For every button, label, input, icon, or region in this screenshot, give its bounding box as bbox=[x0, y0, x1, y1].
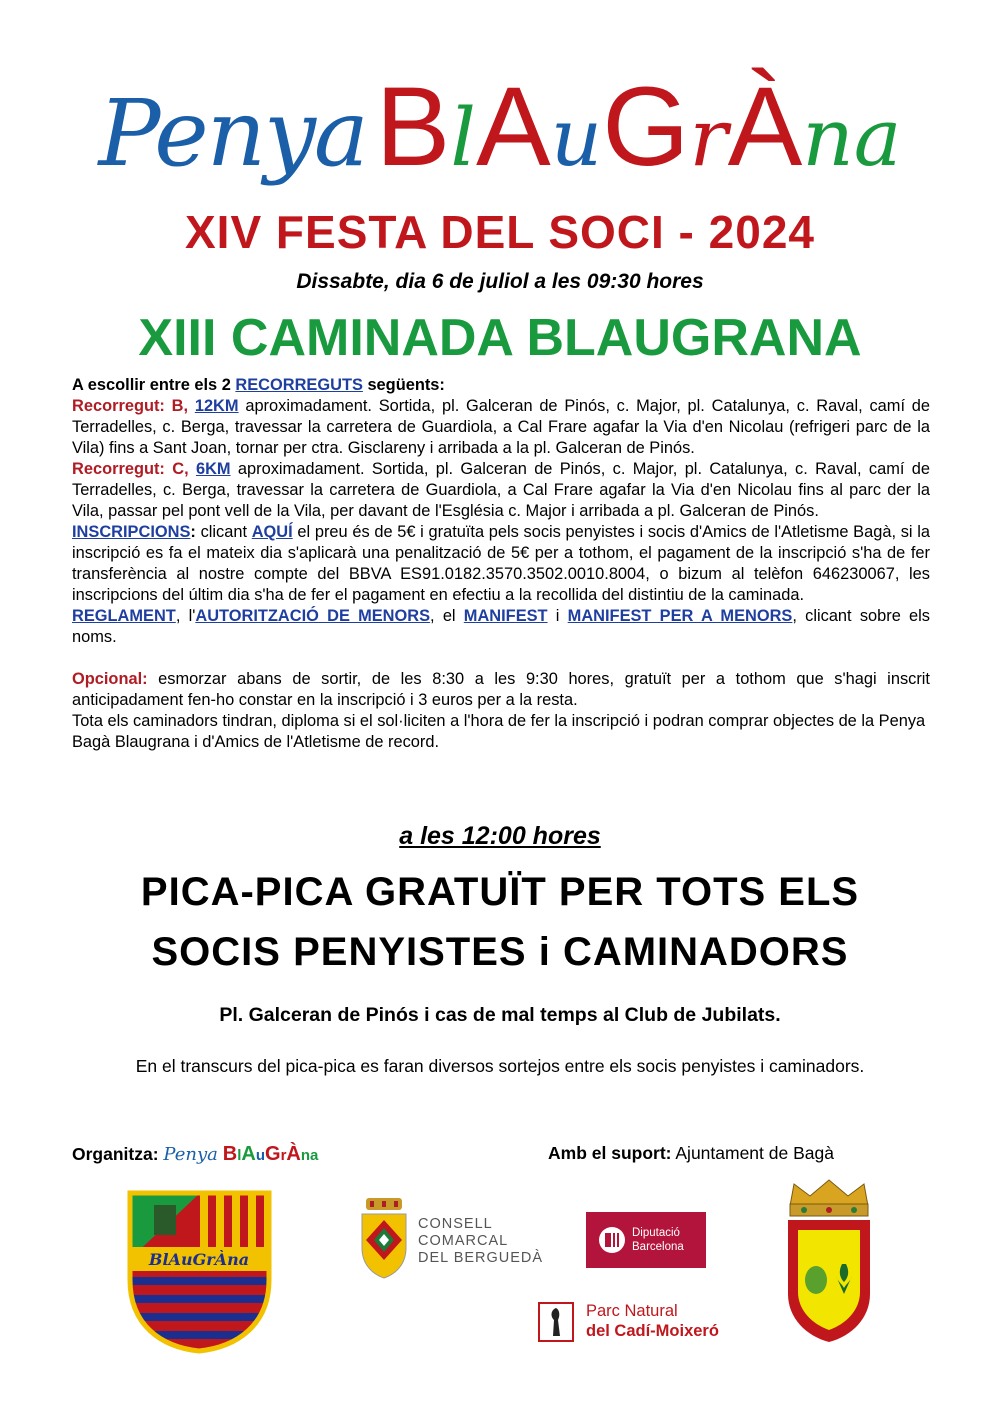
blaugrana-badge-logo bbox=[122, 1185, 277, 1355]
route-b-km-link[interactable]: 12KM bbox=[194, 397, 239, 415]
badge-text: BlAuGrÀna bbox=[148, 1250, 250, 1269]
route-c-text: aproximadament. Sortida, pl. Galceran de Pinós, c. Major, pl. Catalunya, c. Raval, camí de Terradelles, c. Berga, travessar la carretera de Guardiola, a Cal Frare agafar la Via d'en Nicolau fins al parc der la Vila, passar pel pont vell de la Vila, per davant de l'Església c. Major i arribada a pl. Galceran de Pinós. bbox=[72, 460, 930, 520]
parc-line: Parc Natural bbox=[586, 1302, 678, 1320]
mini-logo-letter: À bbox=[286, 1143, 301, 1165]
caminada-title: XIII CAMINADA BLAUGRANA bbox=[138, 309, 862, 367]
organitza-line bbox=[72, 1143, 318, 1166]
festa-del-soci-title: XIV FESTA DEL SOCI - 2024 bbox=[185, 206, 815, 258]
diputacio-text bbox=[632, 1226, 684, 1254]
recorreguts-link[interactable]: RECORREGUTS bbox=[235, 376, 363, 394]
consell-comarcal-text bbox=[418, 1216, 543, 1267]
inscripcions-paragraph bbox=[72, 522, 930, 606]
logo-letter: r bbox=[689, 91, 728, 184]
parc-natural-icon bbox=[538, 1302, 574, 1342]
parc-line: del Cadí-Moixeró bbox=[586, 1322, 719, 1340]
penya-blaugrana-logo-title bbox=[0, 62, 1000, 192]
autoritzacio-menors-link[interactable]: AUTORITZACIÓ DE MENORS bbox=[195, 607, 431, 625]
parc-natural-text bbox=[586, 1301, 719, 1341]
mini-logo-letter: A bbox=[241, 1143, 256, 1165]
separator: , el bbox=[430, 607, 464, 625]
manifest-menors-link[interactable]: MANIFEST PER A MENORS bbox=[567, 607, 793, 625]
mini-logo-letter: u bbox=[255, 1147, 265, 1164]
consell-comarcal-crest-icon bbox=[358, 1196, 410, 1280]
consell-line: COMARCAL bbox=[418, 1233, 509, 1249]
pica-pica-time: a les 12:00 hores bbox=[399, 822, 601, 850]
manifest-link[interactable]: MANIFEST bbox=[463, 607, 548, 625]
suport-line bbox=[548, 1143, 834, 1164]
route-b-label: Recorregut: B, bbox=[72, 397, 189, 415]
opcional-label: Opcional: bbox=[72, 670, 148, 688]
intro-text: A escollir entre els 2 bbox=[72, 376, 236, 394]
diputacio-line: Diputació bbox=[632, 1227, 680, 1239]
route-c-label: Recorregut: C, bbox=[72, 460, 189, 478]
event-description bbox=[72, 375, 930, 753]
route-b-text: aproximadament. Sortida, pl. Galceran de Pinós, c. Major, pl. Catalunya, c. Raval, camí de Terradelles, c. Berga, travessar la carretera de Guardiola, a Cal Frare agafar la Via d'en Nicolau (refrigeri parc de la Vila) fins a Sant Joan, tornar per ctra. Gisclareny i arribada a la pl. Galceran de Pinós. bbox=[72, 397, 930, 457]
mini-logo-letter: G bbox=[265, 1143, 281, 1165]
logo-letter: u bbox=[550, 91, 603, 184]
reglament-link[interactable]: REGLAMENT bbox=[72, 607, 176, 625]
opcional-paragraph bbox=[72, 669, 930, 711]
suport-label: Amb el suport: bbox=[548, 1143, 672, 1163]
logo-letter: A bbox=[475, 64, 551, 189]
route-c-paragraph bbox=[72, 459, 930, 522]
route-c-km-link[interactable]: 6KM bbox=[195, 460, 231, 478]
place-line: Pl. Galceran de Pinós i cas de mal temps al Club de Jubilats. bbox=[219, 1004, 781, 1026]
consell-line: DEL BERGUEDÀ bbox=[418, 1250, 544, 1266]
route-b-paragraph bbox=[72, 396, 930, 459]
routes-intro bbox=[72, 375, 930, 396]
colon: : bbox=[190, 523, 196, 541]
separator: , l' bbox=[175, 607, 196, 625]
suport-value: Ajuntament de Bagà bbox=[671, 1143, 834, 1163]
mini-logo-letter: r bbox=[280, 1147, 287, 1164]
ajuntament-baga-crest-icon bbox=[784, 1176, 874, 1344]
sorteig-line: En el transcurs del pica-pica es faran diversos sortejos entre els socis penyistes i caminadors. bbox=[135, 1056, 865, 1076]
aqui-link[interactable]: AQUÍ bbox=[251, 523, 293, 541]
diputacio-emblem-icon bbox=[598, 1226, 626, 1254]
documents-post: , clicant sobre els noms. bbox=[72, 607, 930, 646]
event-date-line: Dissabte, dia 6 de juliol a les 09:30 hores bbox=[296, 270, 704, 293]
logo-letter: G bbox=[602, 64, 690, 189]
logo-letter: B bbox=[375, 64, 451, 189]
pica-pica-title bbox=[0, 862, 1000, 982]
mini-logo-letter: na bbox=[300, 1147, 319, 1164]
logo-penya-word: Penya bbox=[98, 80, 367, 187]
documents-paragraph bbox=[72, 606, 930, 648]
separator: i bbox=[547, 607, 568, 625]
pica-title-line: PICA-PICA GRATUÏT PER TOTS ELS bbox=[140, 870, 860, 914]
diploma-paragraph: Tota els caminadors tindran, diploma si el sol·liciten a l'hora de fer la inscripció i podran comprar objectes de la Penya Bagà Blaugrana i d'Amics de l'Atletisme de record. bbox=[72, 712, 926, 751]
logo-letter: l bbox=[450, 91, 476, 184]
inscripcions-pre: clicant bbox=[195, 523, 252, 541]
diputacio-line: Barcelona bbox=[632, 1241, 684, 1253]
intro-text: següents: bbox=[362, 376, 445, 394]
opcional-text: esmorzar abans de sortir, de les 8:30 a les 9:30 hores, gratuït per a tothom que s'hagi inscrit anticipadament fen-ho constar en la inscripció i 3 euros per a la resta. bbox=[72, 670, 930, 709]
mini-logo-penya: Penya bbox=[163, 1144, 218, 1165]
pica-title-line: SOCIS PENYISTES i CAMINADORS bbox=[151, 930, 849, 974]
consell-line: CONSELL bbox=[418, 1216, 493, 1232]
inscripcions-text: el preu és de 5€ i gratuïta pels socis penyistes i socis d'Amics de l'Atletisme Bagà, si la inscripció es fa el mateix dia s'aplicarà una penalització de 5€ per a tothom, el pagament de la inscripció s'ha de fer transferència al nostre compte del BBVA ES91.0182.3570.3502.0010.8004, o bizum al telèfon 646230067, les inscripcions del últim dia s'ha de fer el pagament en efectiu a la recollida del distintiu de la caminada. bbox=[72, 523, 930, 604]
organitza-label: Organitza: bbox=[72, 1144, 159, 1164]
mini-logo-letter: l bbox=[237, 1147, 242, 1164]
mini-logo-letter: B bbox=[222, 1143, 238, 1165]
diputacio-barcelona-logo bbox=[586, 1212, 706, 1268]
inscripcions-link[interactable]: INSCRIPCIONS bbox=[72, 523, 191, 541]
logo-letter: À bbox=[727, 64, 803, 189]
logo-letter: na bbox=[802, 91, 902, 184]
